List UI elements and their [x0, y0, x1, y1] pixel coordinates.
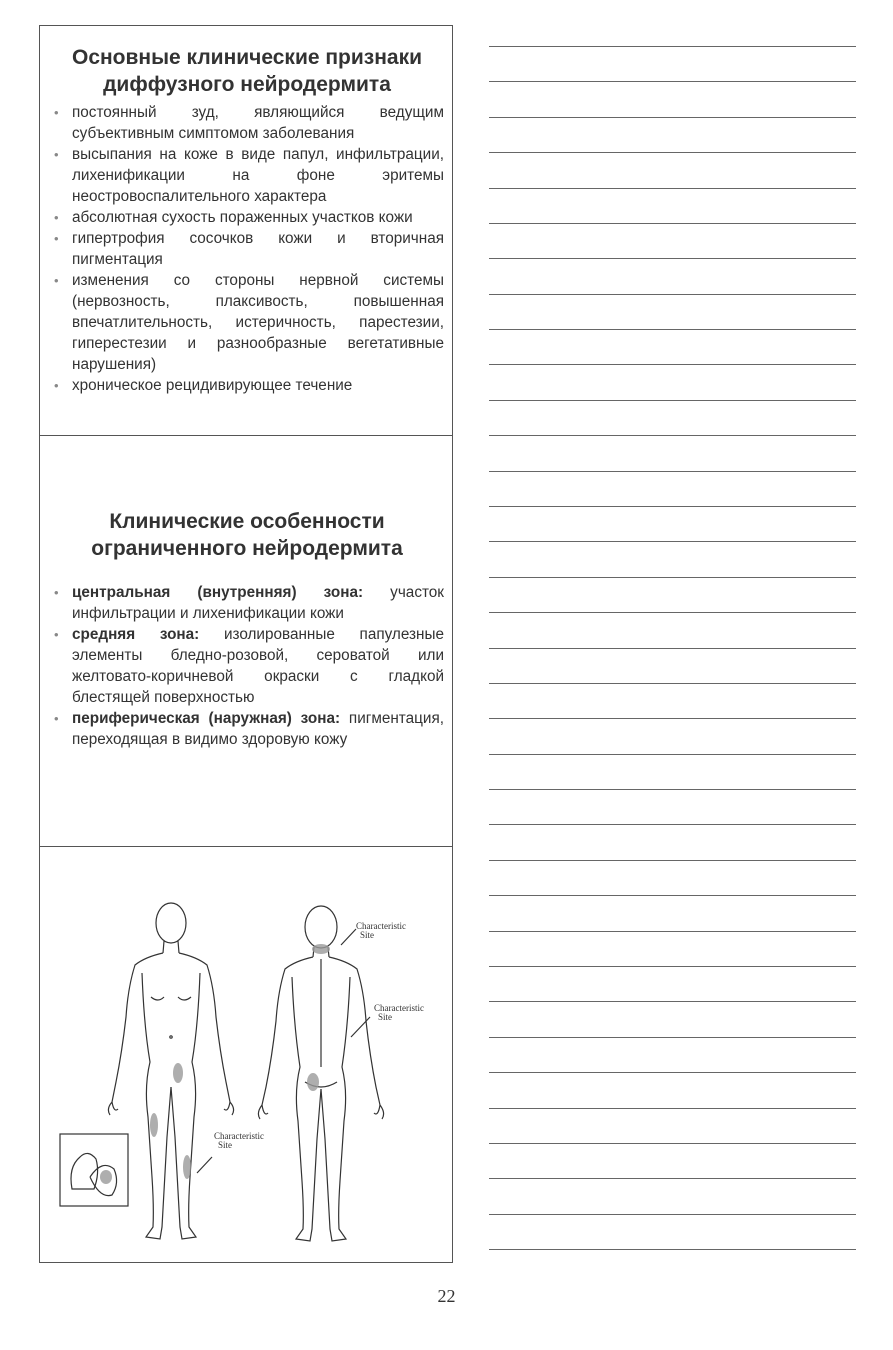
diffuse-section-title: Основные клинические признаки диффузного нейродермита	[71, 46, 423, 96]
notes-lines	[489, 0, 856, 1260]
note-line	[489, 1001, 856, 1002]
note-line	[489, 1214, 856, 1215]
characteristic-site-label-arm: Characteristic Site	[374, 1003, 424, 1022]
limited-neurodermatitis-section	[40, 436, 452, 847]
note-line	[489, 329, 856, 330]
note-line	[489, 223, 856, 224]
note-line	[489, 612, 856, 613]
note-line	[489, 294, 856, 295]
list-item: • хроническое рецидивирующее течение	[50, 375, 444, 396]
zone-description: изолированные папулезные элементы бледно-розовой, сероватой или желтовато-коричневой окраски с гладкой блестящей поверхностью	[72, 626, 444, 706]
figure-section	[40, 847, 452, 1262]
list-item	[50, 624, 444, 708]
note-line	[489, 152, 856, 153]
zone-description: участок инфильтрации и лихенификации кожи	[72, 584, 444, 622]
note-line	[489, 1143, 856, 1144]
note-line	[489, 1072, 856, 1073]
zone-description: пигментация, переходящая в видимо здоровую кожу	[72, 710, 444, 748]
list-item: • изменения со стороны нервной системы (нервозность, плаксивость, повышенная впечатлительность, истеричность, парестезии, гиперестезии и разнообразные вегетативные нарушения)	[50, 270, 444, 375]
note-line	[489, 824, 856, 825]
note-line	[489, 188, 856, 189]
note-line	[489, 1037, 856, 1038]
note-line	[489, 471, 856, 472]
note-line	[489, 895, 856, 896]
zone-term: центральная (внутренняя) зона:	[72, 584, 364, 601]
note-line	[489, 81, 856, 82]
note-line	[489, 541, 856, 542]
note-line	[489, 683, 856, 684]
human-body-diagram-icon	[50, 877, 450, 1247]
note-line	[489, 1178, 856, 1179]
diffuse-signs-list	[50, 102, 444, 396]
zone-term: средняя зона:	[72, 626, 200, 643]
list-item: • высыпания на коже в виде папул, инфильтрации, лихенификации на фоне эритемы неостровоспалительного характера	[50, 144, 444, 207]
characteristic-site-label-neck: Characteristic Site	[356, 921, 406, 940]
characteristic-site-label-leg: Characteristic Site	[214, 1131, 264, 1150]
note-line	[489, 258, 856, 259]
note-line	[489, 506, 856, 507]
list-item	[50, 708, 444, 750]
note-line	[489, 966, 856, 967]
note-line	[489, 46, 856, 47]
list-item: • постоянный зуд, являющийся ведущим субъективным симптомом заболевания	[50, 102, 444, 144]
page-number: 22	[437, 1286, 456, 1306]
list-item	[50, 582, 444, 624]
note-line	[489, 860, 856, 861]
note-line	[489, 364, 856, 365]
content-panel	[39, 25, 453, 1263]
note-line	[489, 1249, 856, 1250]
note-line	[489, 718, 856, 719]
limited-zones-list	[50, 582, 444, 750]
list-item: • гипертрофия сосочков кожи и вторичная пигментация	[50, 228, 444, 270]
note-line	[489, 754, 856, 755]
note-line	[489, 435, 856, 436]
note-line	[489, 789, 856, 790]
list-item: • абсолютная сухость пораженных участков кожи	[50, 207, 444, 228]
note-line	[489, 400, 856, 401]
note-line	[489, 577, 856, 578]
note-line	[489, 648, 856, 649]
note-line	[489, 1108, 856, 1109]
zone-term: периферическая (наружная) зона:	[72, 710, 341, 727]
note-line	[489, 117, 856, 118]
note-line	[489, 931, 856, 932]
limited-section-title: Клинические особенности ограниченного нейродермита	[91, 510, 403, 560]
diffuse-neurodermatitis-section	[40, 26, 452, 436]
